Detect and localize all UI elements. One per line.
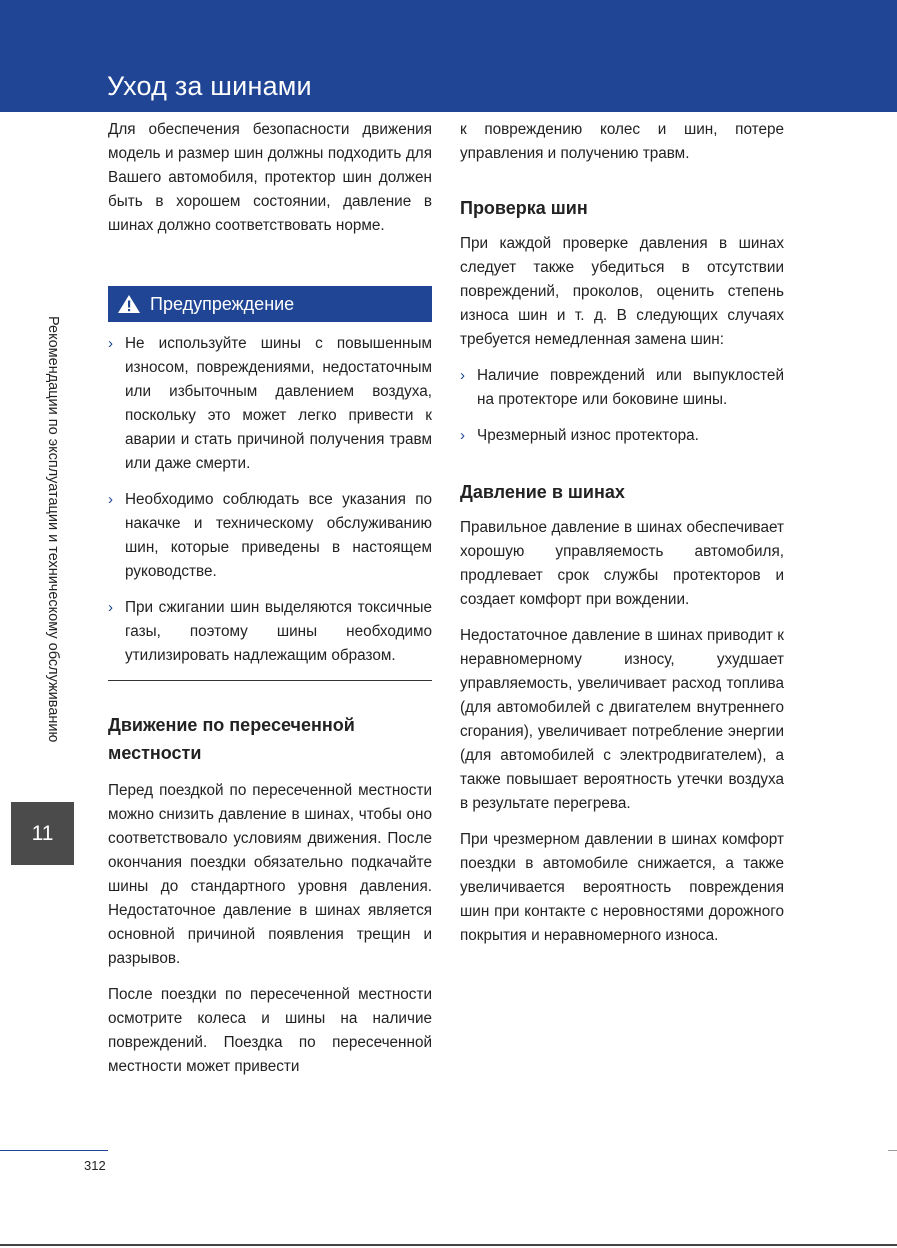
right-column: [460, 118, 784, 948]
offroad-heading: Движение по пересеченной местности: [108, 715, 355, 763]
offroad-paragraph: После поездки по пересеченной местности осмотрите колеса и шины на наличие повреждений. Поездка по пересеченной местности может привести: [108, 986, 432, 1075]
page-header: [0, 0, 897, 112]
offroad-paragraph: Перед поездкой по пересеченной местности можно снизить давление в шинах, чтобы оно соответствовало условиям движения. После окончания поездки обязательно подкачайте шины до стандартного уровня давления. Недостаточное давление в шинах является основной причиной появления трещин и разрывов.: [108, 782, 432, 967]
chevron-right-icon: ›: [460, 367, 465, 384]
section-side-label: Рекомендации по эксплуатации и техническому обслуживанию: [45, 316, 61, 743]
footer-rule: [0, 1150, 108, 1151]
warning-list: [108, 332, 432, 668]
left-column: [108, 118, 432, 1079]
warning-item-text: При сжигании шин выделяются токсичные газы, поэтому шины необходимо утилизировать надлежащим образом.: [125, 599, 432, 664]
chevron-right-icon: ›: [108, 599, 113, 616]
chapter-tab: [11, 802, 74, 865]
chapter-number: 11: [31, 821, 54, 845]
page-number: 312: [84, 1158, 106, 1173]
page-title: Уход за шинами: [107, 71, 312, 101]
intro-paragraph: Для обеспечения безопасности движения модель и размер шин должны подходить для Вашего автомобиля, протектор шин должен быть в хорошем состоянии, давление в шинах должно соответствовать норме.: [108, 121, 432, 234]
page-bottom-border: [0, 1244, 897, 1246]
pressure-heading: Давление в шинах: [460, 482, 625, 502]
check-item: [460, 424, 784, 448]
warning-item: [108, 332, 432, 476]
warning-item: [108, 488, 432, 584]
warning-triangle-icon: [117, 294, 141, 314]
warning-item-text: Не используйте шины с повышенным износом, повреждениями, недостаточным или избыточным давлением воздуха, поскольку это может легко привести к аварии и стать причиной получения травм или даже смерти.: [125, 335, 432, 472]
pressure-paragraph: Правильное давление в шинах обеспечивает хорошую управляемость автомобиля, продлевает срок службы протекторов и создает комфорт при вождении.: [460, 519, 784, 608]
check-item: [460, 364, 784, 412]
check-heading: Проверка шин: [460, 198, 588, 218]
chevron-right-icon: ›: [108, 491, 113, 508]
chevron-right-icon: ›: [108, 335, 113, 352]
footer-rule: [888, 1150, 897, 1151]
continuation-paragraph: к повреждению колес и шин, потере управления и получению травм.: [460, 121, 784, 162]
warning-title: Предупреждение: [150, 293, 295, 314]
warning-item-text: Необходимо соблюдать все указания по накачке и техническому обслуживанию шин, которые приведены в настоящем руководстве.: [125, 491, 432, 580]
pressure-paragraph: Недостаточное давление в шинах приводит к неравномерному износу, ухудшает управляемость, увеличивает расход топлива (для автомобилей с двигателем внутреннего сгорания), увеличивает потребление энергии (для автомобилей с электродвигателем), а также повышает вероятность утечки воздуха в результате перегрева.: [460, 627, 784, 812]
check-paragraph: При каждой проверке давления в шинах следует также убедиться в отсутствии повреждений, проколов, оценить степень износа шин и т. д. В следующих случаях требуется немедленная замена шин:: [460, 235, 784, 348]
check-list: [460, 364, 784, 448]
check-item-text: Чрезмерный износ протектора.: [477, 427, 699, 444]
chevron-right-icon: ›: [460, 427, 465, 444]
pressure-paragraph: При чрезмерном давлении в шинах комфорт поездки в автомобиле снижается, а также увеличивается вероятность повреждения шин при контакте с неровностями дорожного покрытия и неравномерного износа.: [460, 831, 784, 944]
warning-item: [108, 596, 432, 668]
check-item-text: Наличие повреждений или выпуклостей на протекторе или боковине шины.: [477, 367, 784, 408]
warning-header: [108, 286, 432, 322]
